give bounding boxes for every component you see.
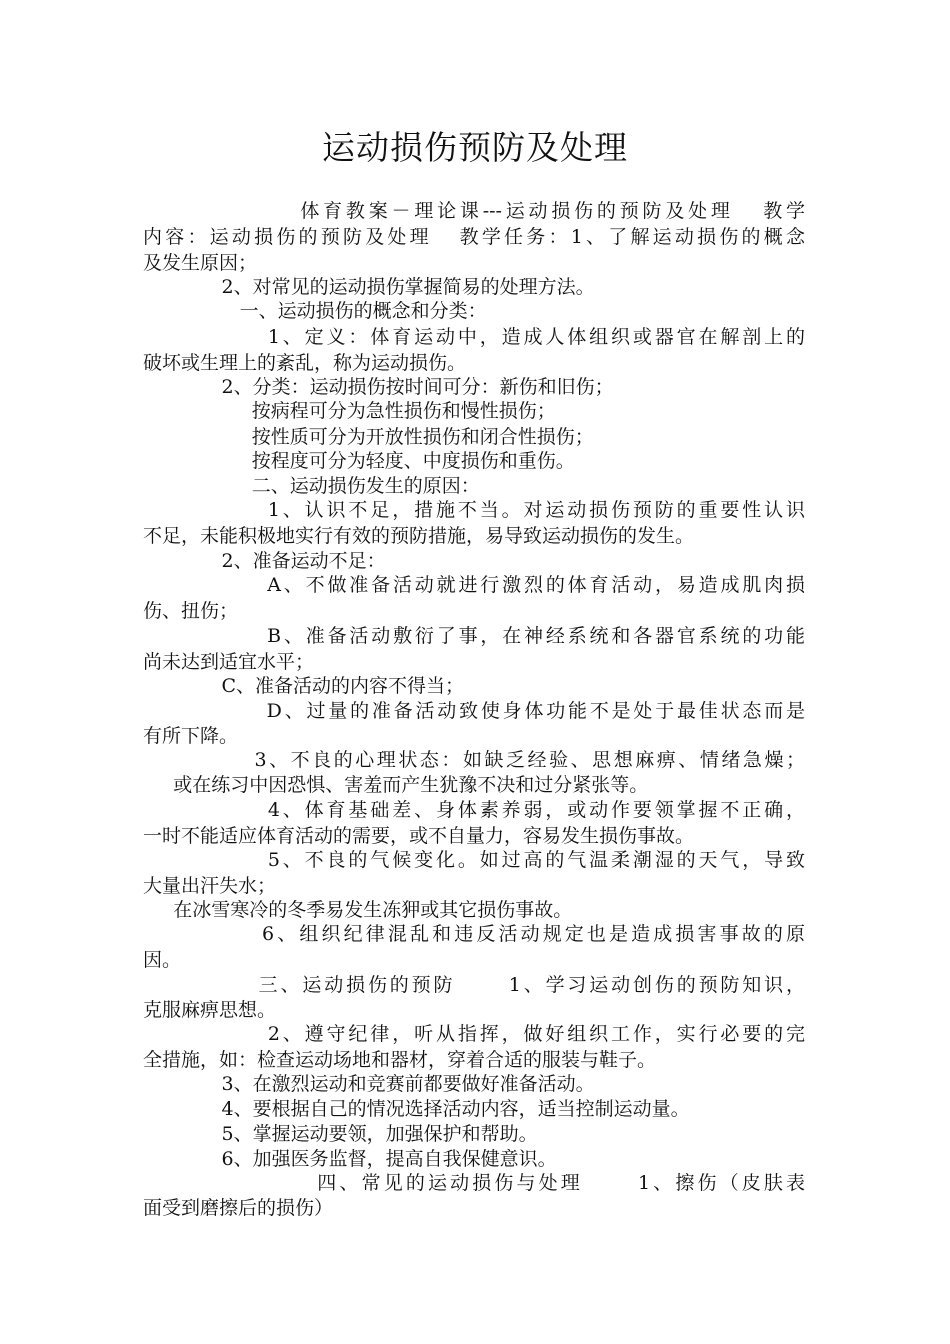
body-line: 按程度可分为轻度、中度损伤和重伤。 — [143, 450, 575, 472]
body-line: 1、定义：体育运动中，造成人体组织或器官在解剖上的 — [143, 326, 805, 348]
body-line: 一时不能适应体育活动的需要，或不自量力，容易发生损伤事故。 — [143, 825, 695, 847]
body-line: 有所下降。 — [143, 725, 239, 747]
body-line: 或在练习中因恐惧、害羞而产生犹豫不决和过分紧张等。 — [143, 774, 649, 796]
body-line: 2、对常见的运动损伤掌握简易的处理方法。 — [143, 276, 595, 298]
body-line: 4、要根据自己的情况选择活动内容，适当控制运动量。 — [143, 1098, 690, 1120]
section-heading: 四、常见的运动损伤与处理 1、擦伤（皮肤表 — [143, 1172, 805, 1194]
body-line: 内容：运动损伤的预防及处理 教学任务：1、了解运动损伤的概念 — [143, 226, 805, 248]
body-line: 5、不良的气候变化。如过高的气温柔潮湿的天气，导致 — [143, 849, 805, 871]
body-line: 5、掌握运动要领，加强保护和帮助。 — [143, 1123, 538, 1145]
body-line: 3、在激烈运动和竞赛前都要做好准备活动。 — [143, 1073, 595, 1095]
body-line: 6、加强医务监督，提高自我保健意识。 — [143, 1148, 557, 1170]
section-heading: 三、运动损伤的预防 1、学习运动创伤的预防知识， — [143, 974, 805, 996]
body-line: 面受到磨擦后的损伤） — [143, 1197, 334, 1219]
body-line: A、不做准备活动就进行激烈的体育活动，易造成肌肉损 — [143, 574, 805, 596]
body-line: C、准备活动的内容不得当； — [143, 675, 465, 697]
body-line: 2、准备运动不足： — [143, 550, 386, 572]
document-title: 运动损伤预防及处理 — [322, 128, 628, 167]
body-line: 大量出汗失水； — [143, 875, 277, 897]
section-heading: 二、运动损伤发生的原因： — [143, 475, 480, 497]
body-line: 及发生原因； — [143, 252, 258, 274]
body-line: 破坏或生理上的紊乱，称为运动损伤。 — [143, 352, 467, 374]
section-heading: 一、运动损伤的概念和分类： — [143, 300, 487, 322]
body-line: 尚未达到适宜水平； — [143, 651, 315, 673]
body-line: 1、认识不足，措施不当。对运动损伤预防的重要性认识 — [143, 499, 805, 521]
body-line: 克服麻痹思想。 — [143, 999, 277, 1021]
body-line: 6、组织纪律混乱和违反活动规定也是造成损害事故的原 — [143, 923, 805, 945]
body-line: 全措施，如：检查运动场地和器材，穿着合适的服装与鞋子。 — [143, 1049, 657, 1071]
body-line: 在冰雪寒冷的冬季易发生冻狎或其它损伤事故。 — [143, 899, 573, 921]
body-line: 按病程可分为急性损伤和慢性损伤； — [143, 400, 556, 422]
body-line: 按性质可分为开放性损伤和闭合性损伤； — [143, 426, 594, 448]
body-line: 伤、扭伤； — [143, 600, 239, 622]
body-line: 2、遵守纪律，听从指挥，做好组织工作，实行必要的完 — [143, 1023, 805, 1045]
body-line: 因。 — [143, 949, 182, 971]
body-line: D、过量的准备活动致使身体功能不是处于最佳状态而是 — [143, 700, 805, 722]
body-line: 体育教案－理论课---运动损伤的预防及处理 教学 — [143, 200, 805, 222]
body-line: 不足，未能积极地实行有效的预防措施，易导致运动损伤的发生。 — [143, 525, 695, 547]
body-line: 2、分类：运动损伤按时间可分：新伤和旧伤； — [143, 376, 614, 398]
body-line: 3、不良的心理状态：如缺乏经验、思想麻痹、情绪急燥； — [143, 749, 805, 771]
body-line: B、准备活动敷衍了事，在神经系统和各器官系统的功能 — [143, 625, 805, 647]
body-line: 4、体育基础差、身体素养弱，或动作要领掌握不正确， — [143, 799, 805, 821]
